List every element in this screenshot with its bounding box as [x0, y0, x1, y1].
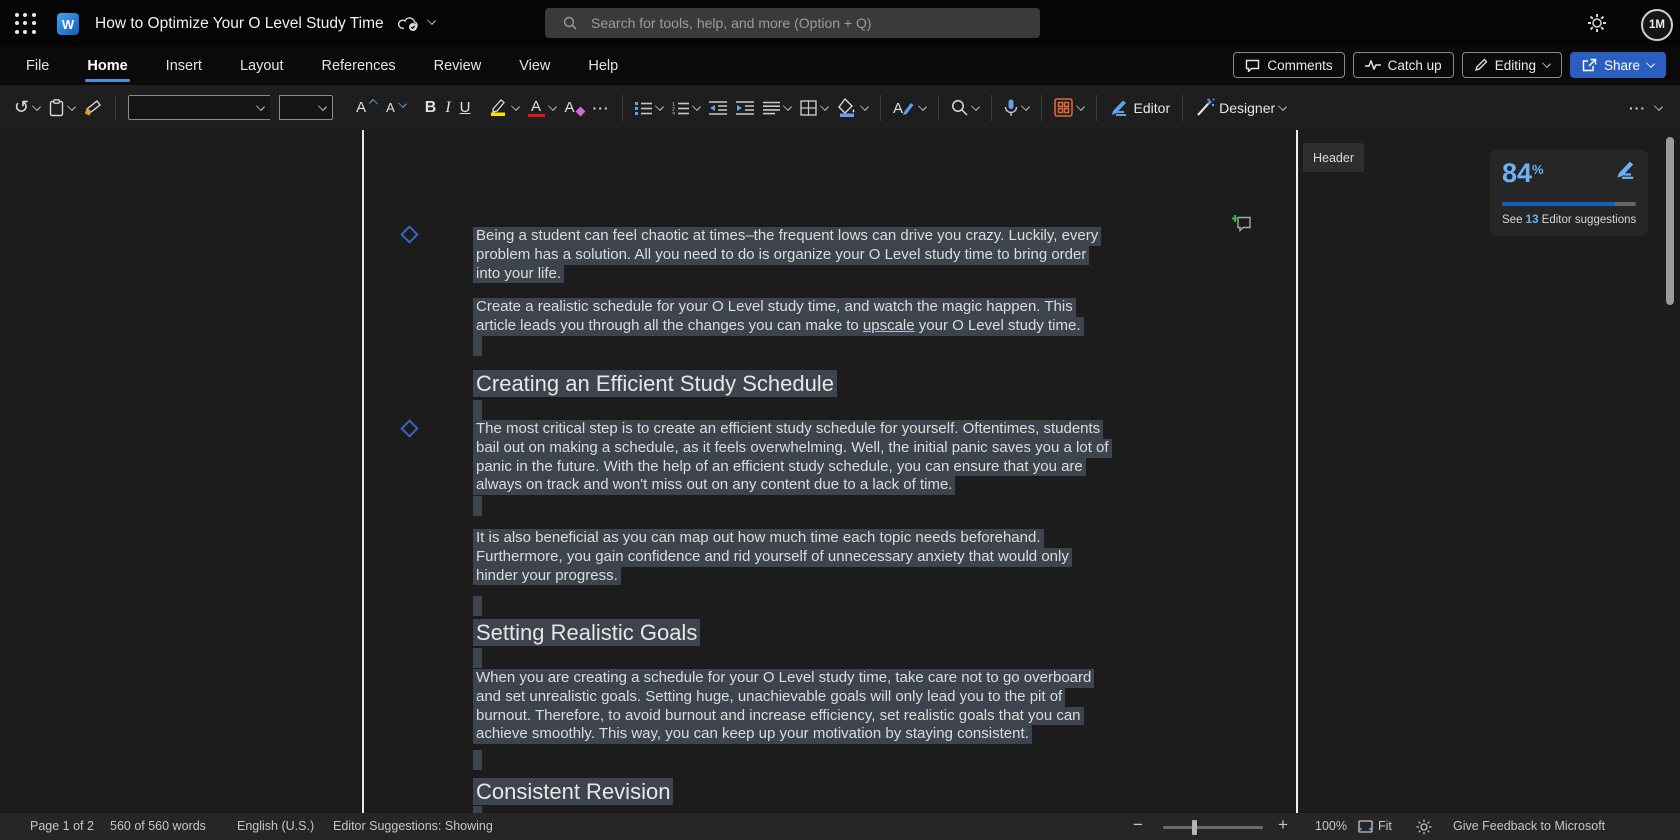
tab-layout[interactable]: Layout — [239, 58, 284, 74]
share-button[interactable]: Share — [1570, 52, 1666, 78]
menu-tabs — [24, 47, 620, 85]
settings-gear-icon[interactable] — [1586, 12, 1608, 34]
menu-bar — [0, 47, 1680, 85]
document-canvas — [0, 130, 1680, 813]
vertical-scrollbar[interactable] — [1666, 137, 1674, 305]
editor-score-card[interactable]: 84% See 13 Editor suggestions — [1490, 150, 1648, 236]
clear-formatting-button[interactable] — [565, 99, 584, 116]
paint-bucket-icon — [837, 98, 857, 117]
bullets-chevron-icon — [655, 102, 664, 111]
svg-text:1: 1 — [671, 101, 675, 108]
doc-heading[interactable]: Creating an Efficient Study Schedule — [473, 370, 837, 397]
zoom-out-button[interactable]: − — [1133, 815, 1143, 834]
fit-label[interactable]: Fit — [1378, 819, 1392, 833]
change-marker-diamond-icon[interactable] — [400, 419, 418, 437]
clipboard-icon — [49, 99, 64, 117]
bold-button[interactable] — [425, 99, 437, 117]
comment-icon — [1245, 59, 1260, 72]
addins-chevron-icon — [1076, 102, 1085, 111]
header-tag[interactable]: Header — [1303, 143, 1364, 172]
search-input[interactable] — [589, 14, 1013, 32]
decrease-indent-icon — [709, 101, 727, 115]
grow-font-icon: A — [356, 99, 367, 116]
clear-formatting-icon: A — [564, 99, 575, 116]
shading-chevron-icon — [860, 102, 869, 111]
zoom-slider-handle[interactable] — [1192, 820, 1197, 835]
tab-view[interactable]: View — [519, 58, 551, 74]
shrink-font-icon: A — [386, 100, 395, 115]
catch-up-button[interactable]: Catch up — [1353, 52, 1454, 78]
svg-text:2: 2 — [671, 106, 675, 113]
feedback-link[interactable]: Give Feedback to Microsoft — [1453, 819, 1606, 833]
editor-button[interactable]: Editor — [1109, 99, 1171, 117]
tab-home[interactable]: Home — [85, 49, 129, 83]
ribbon-divider — [1041, 95, 1042, 121]
styles-button[interactable] — [893, 99, 926, 116]
ribbon-more-button[interactable] — [1629, 100, 1646, 116]
share-icon — [1582, 58, 1597, 72]
font-size-combobox[interactable] — [279, 95, 333, 120]
search-bar[interactable] — [545, 8, 1040, 38]
font-color-icon: A — [528, 98, 545, 118]
dictate-chevron-icon — [1021, 102, 1030, 111]
page-right-edge — [1296, 130, 1298, 813]
find-button[interactable] — [951, 99, 979, 116]
editor-suggestions-link[interactable]: See 13 Editor suggestions — [1502, 214, 1637, 226]
comments-button[interactable]: Comments — [1233, 52, 1344, 78]
undo-button[interactable] — [14, 97, 40, 118]
editing-mode-button[interactable]: Editing — [1462, 52, 1562, 78]
highlight-chevron-icon — [511, 102, 520, 111]
addins-button[interactable] — [1054, 98, 1084, 117]
bullet-list-icon — [635, 101, 652, 115]
doc-paragraph[interactable]: Being a student can feel chaotic at times–the frequent lows can drive you crazy. Luckily, every problem has a solution. All you need to do is organize your O Level study time to bring order into your life. — [473, 227, 1101, 283]
numbering-button[interactable] — [672, 101, 700, 115]
language-status[interactable]: English (U.S.) — [237, 819, 315, 833]
italic-icon: I — [445, 98, 451, 116]
addins-grid-icon — [1054, 98, 1073, 117]
ribbon-toolbar — [0, 85, 1680, 130]
doc-heading[interactable]: Consistent Revision — [473, 778, 673, 805]
tab-references[interactable]: References — [321, 58, 396, 74]
bullets-button[interactable] — [635, 101, 663, 115]
editor-score-progress-fill — [1502, 202, 1615, 206]
word-logo-icon[interactable]: W — [57, 13, 79, 35]
numbered-list-icon — [672, 101, 689, 115]
doc-paragraph[interactable]: When you are creating a schedule for your O Level study time, take care not to go overboard and set unrealistic goals. Setting huge, unachievable goals will only lead you to the pit of burnout. Therefore, to avoid burnout and increase efficiency, set realistic goals that you can achieve smoothly. This way, you can keep up your motivation by staying consistent. — [473, 669, 1094, 744]
more-font-options-button[interactable] — [593, 100, 610, 116]
doc-empty-line[interactable] — [473, 336, 482, 356]
microphone-icon — [1004, 99, 1018, 117]
change-marker-diamond-icon[interactable] — [400, 225, 418, 243]
svg-text:A: A — [892, 100, 903, 116]
tab-review[interactable]: Review — [433, 58, 482, 74]
doc-empty-line[interactable] — [473, 596, 482, 616]
tab-file[interactable]: File — [26, 58, 50, 74]
document-title[interactable]: How to Optimize Your O Level Study Time — [95, 15, 384, 32]
doc-empty-line[interactable] — [473, 750, 482, 770]
bold-icon: B — [424, 98, 437, 116]
alignment-button[interactable] — [763, 101, 791, 115]
light-mode-sun-icon[interactable] — [1416, 819, 1432, 835]
table-button[interactable] — [800, 100, 828, 116]
find-chevron-icon — [971, 102, 980, 111]
shading-button[interactable] — [837, 98, 868, 117]
ribbon-divider — [622, 95, 623, 121]
increase-indent-button[interactable] — [736, 101, 754, 115]
title-menu-chevron-icon[interactable] — [427, 16, 436, 25]
doc-empty-line[interactable] — [473, 496, 482, 516]
ellipsis-icon: ··· — [592, 99, 610, 116]
underline-icon: U — [459, 99, 471, 116]
editor-pen-icon — [1109, 99, 1130, 117]
tab-help[interactable]: Help — [588, 58, 619, 74]
font-color-chevron-icon — [548, 102, 557, 111]
zoom-level[interactable]: 100% — [1315, 819, 1347, 833]
undo-chevron-icon — [32, 102, 41, 111]
increase-indent-icon — [736, 101, 754, 115]
designer-button[interactable]: Designer — [1195, 98, 1286, 117]
tab-insert[interactable]: Insert — [165, 58, 202, 74]
numbering-chevron-icon — [692, 102, 701, 111]
collapse-ribbon-chevron-icon — [1654, 102, 1663, 111]
styles-chevron-icon — [918, 102, 927, 111]
format-painter-icon — [84, 99, 103, 117]
decrease-indent-button[interactable] — [709, 101, 727, 115]
ribbon-divider — [991, 95, 992, 121]
doc-heading[interactable]: Setting Realistic Goals — [473, 619, 700, 646]
app-launcher-icon[interactable] — [14, 12, 38, 36]
svg-text:3: 3 — [671, 111, 675, 115]
share-chevron-icon — [1646, 59, 1655, 68]
table-chevron-icon — [820, 102, 829, 111]
account-avatar[interactable]: 1M — [1641, 9, 1673, 41]
word-count[interactable]: 560 of 560 words — [110, 819, 206, 833]
font-name-combobox[interactable] — [128, 95, 270, 120]
doc-empty-line[interactable] — [473, 648, 482, 668]
paste-chevron-icon — [67, 102, 76, 111]
cloud-saved-icon[interactable] — [398, 15, 420, 32]
grow-font-button[interactable] — [356, 99, 377, 116]
zoom-slider[interactable] — [1163, 826, 1263, 829]
editing-pen-icon — [1474, 58, 1488, 72]
shrink-caret-icon — [398, 99, 407, 108]
ribbon-divider — [1182, 95, 1183, 121]
page-left-edge — [362, 130, 364, 813]
highlighter-icon — [488, 98, 508, 117]
doc-paragraph[interactable]: The most critical step is to create an efficient study schedule for yourself. Oftentimes, students bail out on making a schedule, as it feels overwhelming. Well, the initial panic saves you a lot of panic in the future. With the help of an efficient study schedule, you can ensure that you are always on track and won't miss out on any content due to a lack of time. — [473, 420, 1112, 495]
eraser-diamond-icon — [575, 107, 585, 117]
top-bar — [0, 0, 1680, 47]
editor-score-value: 84 — [1502, 158, 1533, 188]
paste-button[interactable] — [49, 99, 75, 117]
designer-wand-icon — [1195, 98, 1215, 117]
doc-paragraph[interactable]: It is also beneficial as you can map out how much time each topic needs beforehand. Furthermore, you gain confidence and rid yourself of unnecessary anxiety that would only hinder your progress. — [473, 529, 1072, 585]
styles-icon — [893, 99, 915, 116]
designer-chevron-icon — [1278, 102, 1287, 111]
ribbon-divider — [115, 95, 116, 121]
format-painter-button[interactable] — [84, 99, 103, 117]
status-bar — [0, 813, 1680, 840]
undo-icon: ↺ — [14, 97, 30, 117]
underline-button[interactable] — [460, 99, 471, 116]
page-count[interactable]: Page 1 of 2 — [30, 819, 94, 833]
fit-page-icon[interactable] — [1358, 820, 1373, 833]
activity-pulse-icon — [1365, 60, 1381, 70]
zoom-in-button[interactable]: + — [1278, 815, 1288, 834]
ribbon-divider — [880, 95, 881, 121]
italic-button[interactable] — [445, 99, 450, 117]
ribbon-divider — [938, 95, 939, 121]
add-comment-icon[interactable] — [1232, 215, 1252, 232]
font-color-button[interactable] — [528, 98, 556, 118]
shrink-font-button[interactable] — [386, 100, 406, 115]
table-icon — [800, 100, 817, 116]
align-justify-icon — [763, 101, 780, 115]
alignment-chevron-icon — [783, 102, 792, 111]
find-icon — [951, 99, 968, 116]
editor-pen-icon — [1614, 160, 1638, 180]
doc-paragraph[interactable]: Create a realistic schedule for your O Level study time, and watch the magic happen. This article leads you through all the changes you can make to upscale your O Level study time. — [473, 298, 1084, 336]
grow-caret-icon — [369, 99, 378, 108]
doc-empty-line[interactable] — [473, 400, 482, 420]
ribbon-divider — [1096, 95, 1097, 121]
editor-score-progressbar — [1502, 202, 1636, 206]
editing-chevron-icon — [1542, 59, 1551, 68]
collapse-ribbon-button[interactable] — [1655, 106, 1662, 110]
dictate-button[interactable] — [1004, 99, 1029, 117]
search-icon — [563, 16, 577, 30]
editor-suggestions-status[interactable]: Editor Suggestions: Showing — [333, 819, 493, 833]
ellipsis-icon: ··· — [1629, 99, 1646, 116]
text-highlight-button[interactable] — [488, 98, 519, 117]
